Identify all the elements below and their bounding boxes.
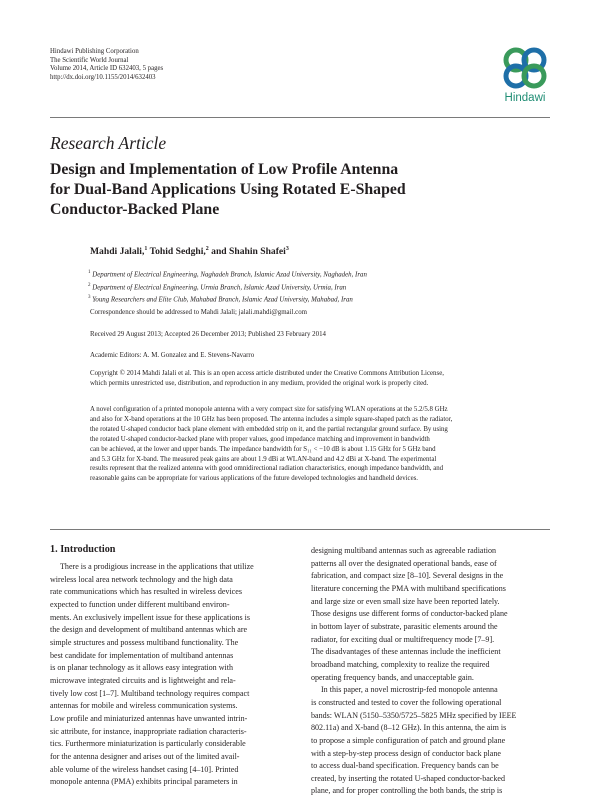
body-line: antennas for mobile and wireless communication systems. (50, 701, 238, 711)
body-line: with a step-by-step process design of conductor back plane (311, 748, 501, 758)
body-line: Those designs use different forms of conductor-backed plane (311, 609, 508, 619)
body-line: for the antenna designer and arises out of the limited avail- (50, 751, 240, 761)
doi-link[interactable]: http://dx.doi.org/10.1155/2014/632403 (50, 73, 156, 81)
title-line: Design and Implementation of Low Profile Antenna (50, 161, 399, 178)
body-line: plane, and for proper controlling the both bands, the strip is (311, 786, 503, 796)
body-line: is constructed and tested to cover the following operational (311, 697, 502, 707)
header-divider (50, 117, 550, 118)
body-line: wireless local area network technology and the high data (50, 574, 233, 584)
body-line: able volume of the wireless handset casing [4–10]. Printed (50, 764, 239, 774)
title-line: Conductor-Backed Plane (50, 201, 220, 218)
body-line: and large size or even small size have been reported lately. (311, 596, 500, 606)
abstract-line: and also for X-band operations at the 10 GHz has been proposed. The antenna includes a simple square-shaped patch as the radiator, (90, 415, 453, 423)
paper-title (50, 160, 510, 220)
body-line: broadband matching, complexity to realize the required (311, 659, 490, 669)
right-column-body (311, 545, 551, 798)
article-type: Research Article (50, 133, 167, 153)
body-line: best candidate for implementation of multiband antennas (50, 650, 234, 660)
abstract-line: the rotated U-shaped conductor back plane element with embedded strip on it, and the partial rectangular ground surface. By using (90, 425, 448, 433)
body-line: bands: WLAN (5150–5350/5725–5825 MHz specified by IEEE (311, 710, 517, 720)
correspondence: Correspondence should be addressed to Mahdi Jalali; jalali.mahdi@gmail.com (90, 309, 308, 316)
body-line: ments. An exclusively impellent issue for these applications is (50, 612, 251, 622)
abstract-line: can be achieved, at the lower and upper bands. The impedance bandwidth for S₁₁ < −10 dB is about 1.15 GHz for 5 GHz band (90, 445, 436, 453)
abstract-line: reasonable gains can be appropriate for various applications of the future developed technologies and handheld devices. (90, 475, 418, 483)
affiliation-line: $^3$ Young Researchers and Elite Club, Mahabad Branch, Islamic Azad University, Mahabad, Iran (88, 295, 353, 304)
academic-editors: Academic Editors: A. M. Gonzalez and E. Stevens-Navarro (90, 352, 255, 359)
abstract-line: the rotated U-shaped conductor-backed plane with proper values, good impedance matching and improvement in bandwidth (90, 435, 430, 443)
body-line: literature concerning the PMA with multiband specifications (311, 583, 506, 593)
copyright-notice (90, 369, 550, 389)
title-line: for Dual-Band Applications Using Rotated E-Shaped (50, 181, 406, 198)
section-heading-introduction: 1. Introduction (50, 544, 116, 555)
abstract (90, 405, 550, 484)
author-affil-mark: 3 (285, 246, 289, 252)
copyright-line: which permits unrestricted use, distribution, and reproduction in any medium, provided the original work is properly cited. (90, 380, 429, 387)
author-name: and Shahin Shafei (208, 246, 286, 258)
body-line: The disadvantages of these antennas include the inefficient (311, 647, 501, 657)
abstract-line: and 5.3 GHz for X-band. The measured peak gains are about 1.9 dBi at WLAN-band and 4.2 dBi at X-band. The experimental (90, 455, 437, 463)
abstract-line: results represent that the realized antenna with good omnidirectional radiation characteristics, enough impedance bandwidth, and (90, 465, 444, 473)
body-line: radiator, for exciting dual or multifrequency mode [7–9]. (311, 634, 495, 644)
body-line: tively low cost [1–7]. Multiband technology requires compact (50, 688, 250, 698)
body-line: created, by inserting the rotated U-shaped conductor-backed (311, 773, 506, 783)
volume-info: Volume 2014, Article ID 632403, 5 pages (50, 65, 164, 73)
publisher-name: Hindawi Publishing Corporation (50, 48, 139, 55)
body-line: to propose a simple configuration of patch and ground plane (311, 735, 506, 745)
body-line: designing multiband antennas such as agreeable radiation (311, 546, 497, 555)
journal-header (50, 48, 163, 82)
affiliation-line: $^2$ Department of Electrical Engineering, Urmia Branch, Islamic Azad University, Urmia, Iran (88, 282, 347, 291)
author-name: Tohid Sedghi, (147, 246, 206, 258)
body-line: in bottom layer of substrate, parasitic elements around the (311, 621, 498, 631)
body-line: 802.11a) and X-band (8–12 GHz). In this antenna, the aim is (311, 723, 507, 733)
hindawi-logo (497, 44, 553, 106)
body-line: to access dual-band specification. Frequency bands can be (311, 761, 499, 771)
journal-name: The Scientific World Journal (50, 56, 129, 64)
body-line: expected to function under different multiband environ- (50, 599, 230, 609)
abstract-divider (50, 529, 550, 530)
abstract-line: A novel configuration of a printed monopole antenna with a very compact size for satisfying WLAN operations at the 5.2/5.8 GHz (90, 406, 448, 413)
body-line: sic attribute, for instance, inappropriate radiation characteris- (50, 726, 247, 736)
author-affil-mark: 1 (144, 246, 148, 252)
body-line: rate communications which has resulted in wireless devices (50, 587, 242, 597)
body-line: monopole antenna (PMA) exhibits principal parameters in (50, 777, 238, 787)
hindawi-logo-icon (497, 44, 553, 92)
author-name: Mahdi Jalali, (90, 246, 145, 258)
affiliations (88, 268, 367, 306)
left-column-body (50, 561, 290, 789)
author-list (90, 246, 289, 257)
body-line: tics. Furthermore miniaturization is particularly considerable (50, 739, 246, 749)
body-line: the design and development of multiband antennas which are (50, 625, 248, 635)
body-line: is on planar technology as it allows easy integration with (50, 663, 234, 673)
body-line: operating frequency bands, and unacceptable gain. (311, 672, 474, 682)
article-dates: Received 29 August 2013; Accepted 26 December 2013; Published 23 February 2014 (90, 331, 326, 338)
body-line: In this paper, a novel microstrip-fed monopole antenna (321, 685, 498, 695)
body-line: fabrication, and compact size [8–10]. Several designs in the (311, 571, 504, 581)
affiliation-line: $^1$ Department of Electrical Engineering, Naghadeh Branch, Islamic Azad University, Naghadeh, Iran (88, 270, 367, 279)
body-line: There is a prodigious increase in the applications that utilize (60, 562, 254, 571)
body-line: Low profile and miniaturized antennas have unwanted intrin- (50, 713, 248, 723)
body-line: patterns all over the designated operational bands, ease of (311, 558, 497, 568)
hindawi-logo-text: Hindawi (504, 92, 546, 104)
body-line: simple structures and possess multiband functionality. The (50, 637, 239, 647)
copyright-line: Copyright © 2014 Mahdi Jalali et al. This is an open access article distributed under the Creative Commons Attribution License, (90, 370, 444, 377)
author-affil-mark: 2 (205, 246, 209, 252)
body-line: microwave integrated circuits and is lightweight and rela- (50, 675, 236, 685)
